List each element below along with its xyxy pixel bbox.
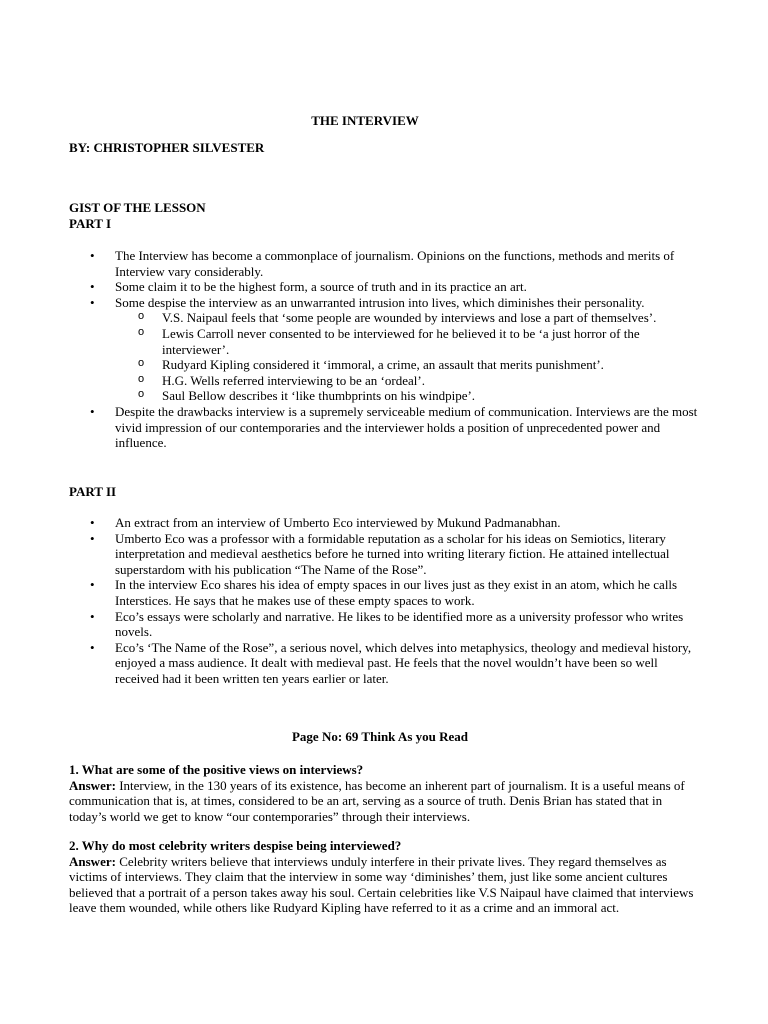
document-title: THE INTERVIEW [311, 113, 419, 128]
question: 1. What are some of the positive views on interviews? [69, 762, 364, 777]
qa-block-2 [69, 838, 699, 916]
part2-list [69, 515, 699, 687]
list-item: • An extract from an interview of Umberto Eco interviewed by Mukund Padmanabhan. [69, 515, 699, 531]
sub-list [115, 310, 699, 404]
author-line: BY: CHRISTOPHER SILVESTER [69, 140, 265, 155]
sub-list-item: o H.G. Wells referred interviewing to be an ‘ordeal’. [115, 373, 699, 389]
answer-text: Interview, in the 130 years of its existence, has become an inherent part of journalism. It is a useful means of communication that is, at times, considered to be an art, serving as a source of truth. Denis Brian has stated that in today’s world we get to know “our contemporaries” through their interviews. [69, 777, 685, 824]
list-item: • Eco’s essays were scholarly and narrative. He likes to be identified more as a university professor who writes novels. [69, 609, 699, 640]
answer-label: Answer: [69, 777, 116, 793]
gist-heading: GIST OF THE LESSON [69, 200, 206, 215]
answer [69, 854, 699, 916]
list-item-text: Some despise the interview as an unwarranted intrusion into lives, which diminishes their personality. [115, 294, 645, 310]
list-item: • Some claim it to be the highest form, a source of truth and in its practice an art. [69, 279, 699, 295]
sub-list-item: o Saul Bellow describes it ‘like thumbprints on his windpipe’. [115, 388, 699, 404]
list-item [69, 295, 699, 404]
page-subheading: Page No: 69 Think As you Read [291, 729, 468, 744]
part2-heading: PART II [69, 484, 117, 499]
question: 2. Why do most celebrity writers despise being interviewed? [69, 838, 402, 853]
qa-block-1 [69, 762, 699, 824]
sub-list-item: o Rudyard Kipling considered it ‘immoral, a crime, an assault that merits punishment’. [115, 357, 699, 373]
list-item: • The Interview has become a commonplace of journalism. Opinions on the functions, methods and merits of Interview vary considerably. [69, 248, 699, 279]
list-item: • Despite the drawbacks interview is a supremely serviceable medium of communication. Interviews are the most vivid impression of our contemporaries and the interviewer holds a position of unprecedented power and influence. [69, 404, 699, 451]
list-item: • Umberto Eco was a professor with a formidable reputation as a scholar for his ideas on Semiotics, literary interpretation and medieval aesthetics before he turned into writing literary fiction. He attained intellectual superstardom with his publication “The Name of the Rose”. [69, 531, 699, 578]
part1-heading: PART I [69, 216, 112, 231]
answer-label: Answer: [69, 853, 116, 869]
list-item: • In the interview Eco shares his idea of empty spaces in our lives just as they exist in an atom, which he calls Interstices. He says that he makes use of these empty spaces to work. [69, 577, 699, 608]
sub-list-item: o V.S. Naipaul feels that ‘some people are wounded by interviews and lose a part of themselves’. [115, 310, 699, 326]
list-item: • Eco’s ‘The Name of the Rose”, a serious novel, which delves into metaphysics, theology and medieval history, enjoyed a mass audience. It dealt with medieval past. He feels that the novel wouldn’t have been so well received had it been written ten years earlier or later. [69, 640, 699, 687]
answer [69, 778, 699, 825]
part1-list [69, 248, 699, 451]
sub-list-item: o Lewis Carroll never consented to be interviewed for he believed it to be ‘a just horror of the interviewer’. [115, 326, 699, 357]
answer-text: Celebrity writers believe that interviews unduly interfere in their private lives. They regard themselves as victims of interviews. They claim that the interview in some way ‘diminishes’ them, just like some ancient cultures believed that a portrait of a person takes away his soul. Certain celebrities like V.S Naipaul have claimed that interviews leave them wounded, while others like Rudyard Kipling have referred to it as a crime and an immoral act. [69, 853, 694, 916]
